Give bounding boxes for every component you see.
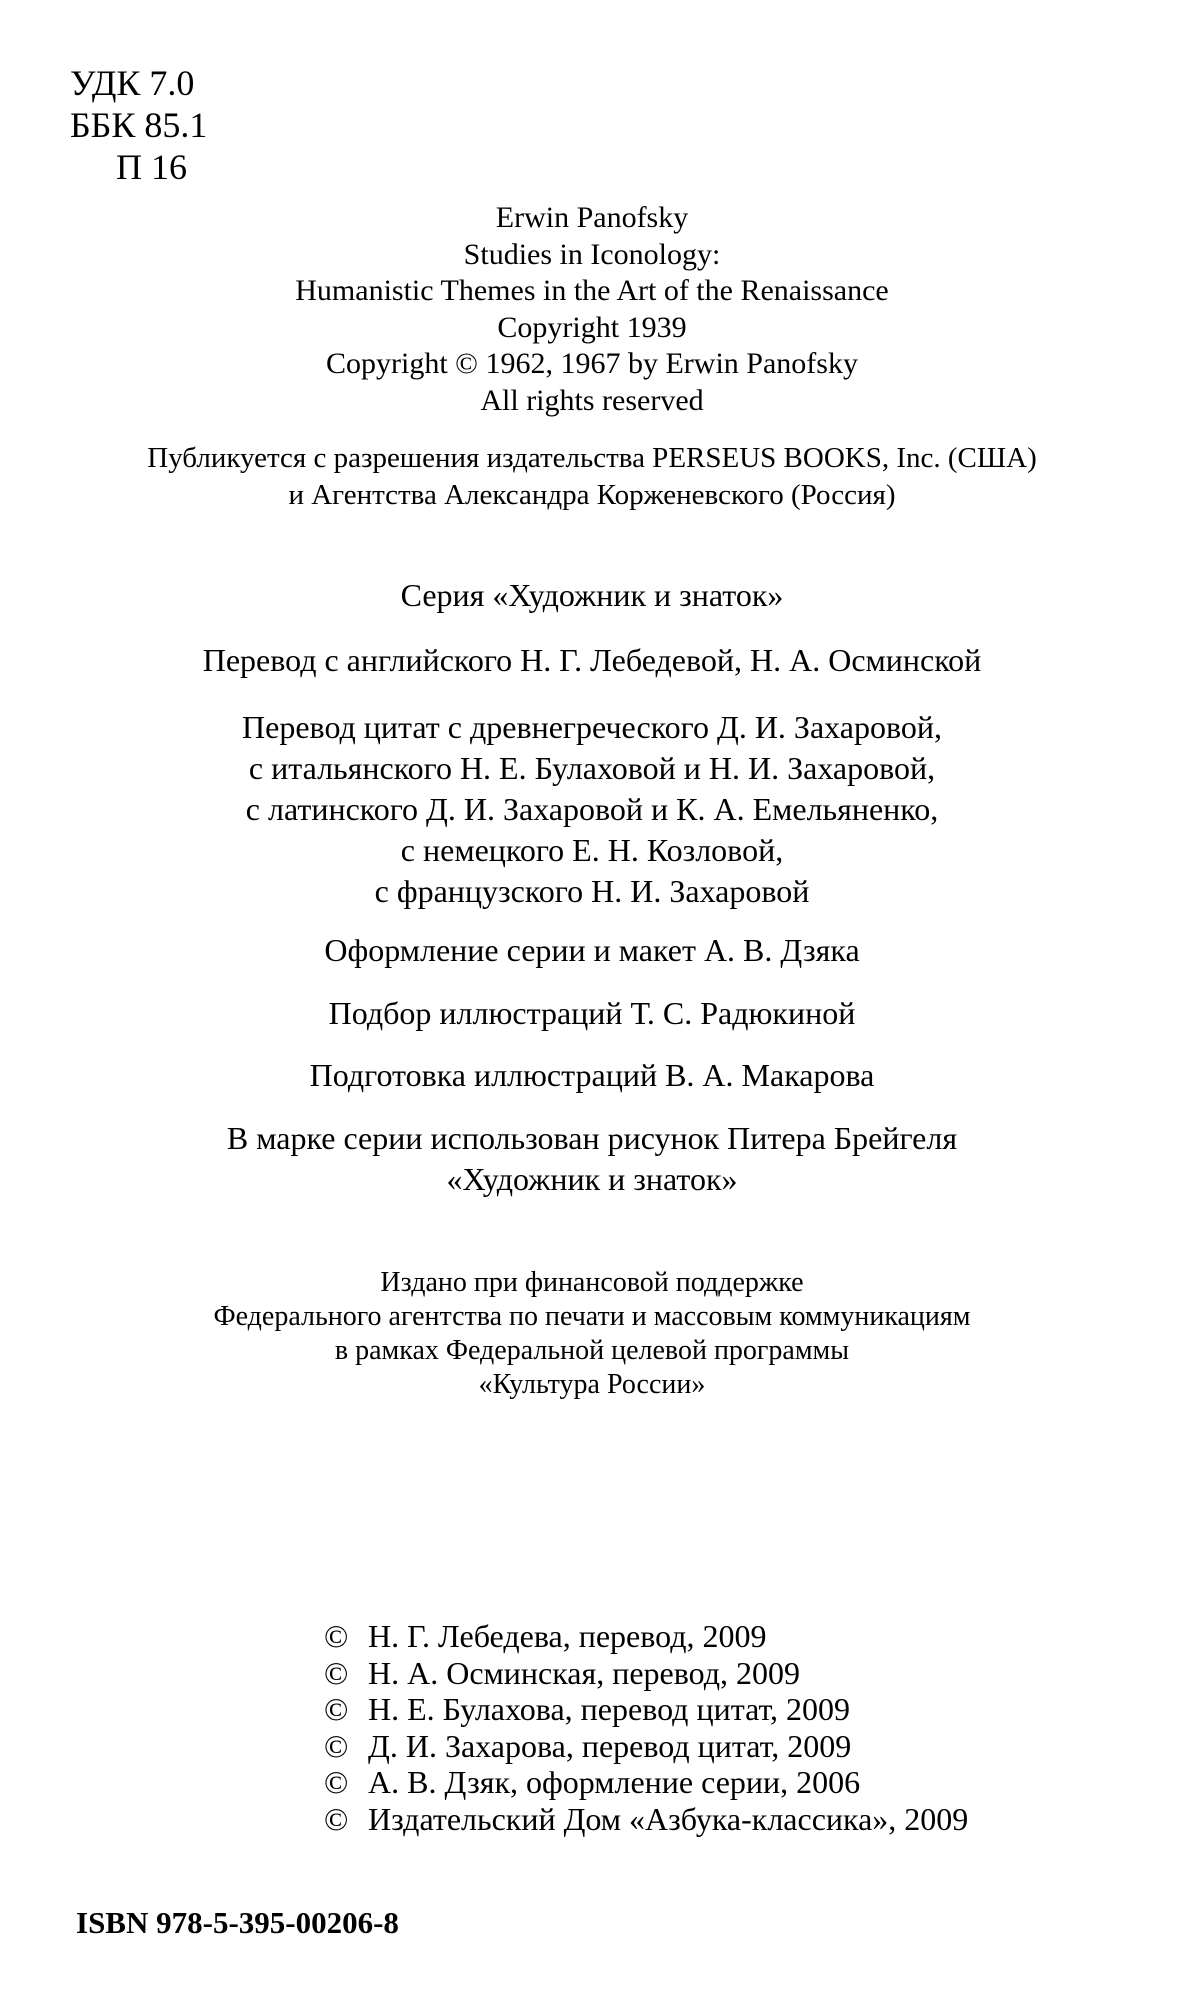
copyright-row — [324, 1801, 968, 1838]
illustration-preparation-credit — [0, 1055, 1184, 1096]
illustration-preparation-line: Подготовка иллюстраций В. А. Макарова — [309, 1057, 875, 1093]
isbn: ISBN 978-5-395-00206-8 — [76, 1905, 399, 1940]
quote-translation-line: с латинского Д. И. Захаровой и К. А. Емельяненко, — [245, 791, 939, 827]
copyright-symbol: © — [324, 1800, 349, 1837]
copyright-row — [324, 1655, 968, 1692]
copyright-symbol: © — [324, 1691, 349, 1727]
udk-code: УДК 7.0 — [70, 63, 195, 103]
rights-reserved: All rights reserved — [480, 383, 704, 417]
illustration-selection-line: Подбор иллюстраций Т. С. Радюкиной — [328, 995, 856, 1031]
copyright-holder: Н. Е. Булахова, перевод цитат, 2009 — [368, 1691, 851, 1727]
original-title: Studies in Iconology: — [463, 237, 721, 271]
quote-translation-line: Перевод цитат с древнегреческого Д. И. Захаровой, — [242, 709, 942, 745]
copyright-holder: А. В. Дзяк, оформление серии, 2006 — [368, 1764, 861, 1800]
copyright-row — [324, 1728, 968, 1765]
copyright-symbol: © — [324, 1654, 349, 1691]
copyright-symbol: © — [324, 1618, 349, 1654]
series-design-line: Оформление серии и макет А. В. Дзяка — [324, 932, 860, 968]
author-mark: П 16 — [116, 147, 187, 187]
support-line: Издано при финансовой поддержке — [380, 1267, 804, 1298]
copyright-holder: Н. Г. Лебедева, перевод, 2009 — [368, 1618, 767, 1654]
quote-translation-line: с итальянского Н. Е. Булаховой и Н. И. Захаровой, — [248, 750, 936, 786]
series-design-credit — [0, 930, 1184, 971]
copyright-symbol: © — [324, 1727, 349, 1764]
quote-translation-credits — [0, 707, 1184, 912]
copyright-row — [324, 1764, 968, 1801]
translation-line: Перевод с английского Н. Г. Лебедевой, Н. А. Осминской — [202, 642, 982, 678]
support-line: «Культура России» — [478, 1369, 706, 1400]
publication-rights-line: и Агентства Александра Корженевского (Россия) — [288, 479, 896, 511]
copyright-holder: Д. И. Захарова, перевод цитат, 2009 — [368, 1727, 852, 1764]
bbk-code: ББК 85.1 — [70, 105, 208, 145]
series-mark-credit — [0, 1118, 1184, 1200]
series-line: Серия «Художник и знаток» — [400, 577, 784, 613]
series-mark-line: В марке серии использован рисунок Питера Брейгеля — [226, 1120, 958, 1156]
support-line: Федерального агентства по печати и массовым коммуникациям — [213, 1301, 971, 1332]
copyright-row — [324, 1618, 968, 1655]
quote-translation-line: с французского Н. И. Захаровой — [374, 873, 810, 909]
original-copyright-renewal: Copyright © 1962, 1967 by Erwin Panofsky — [326, 347, 858, 380]
copyright-holder: Издательский Дом «Азбука-классика», 2009 — [368, 1800, 969, 1837]
classification-codes — [70, 62, 207, 188]
support-line: в рамках Федеральной целевой программы — [334, 1335, 850, 1366]
illustration-selection-credit — [0, 993, 1184, 1034]
copyright-row — [324, 1691, 968, 1728]
copyright-holder: Н. А. Осминская, перевод, 2009 — [368, 1654, 800, 1691]
copyright-list — [324, 1618, 968, 1837]
quote-translation-line: с немецкого Е. Н. Козловой, — [400, 832, 784, 868]
original-author: Erwin Panofsky — [495, 201, 689, 234]
publication-rights-line: Публикуется с разрешения издательства PERSEUS BOOKS, Inc. (США) — [147, 442, 1037, 474]
original-subtitle: Humanistic Themes in the Art of the Renaissance — [295, 274, 889, 307]
original-copyright-1939: Copyright 1939 — [497, 310, 687, 344]
copyright-symbol: © — [324, 1764, 349, 1800]
series-mark-line: «Художник и знаток» — [446, 1161, 738, 1197]
translation-credit — [0, 640, 1184, 681]
financial-support-note — [0, 1266, 1184, 1402]
series-name — [0, 575, 1184, 616]
original-edition-info — [0, 200, 1184, 419]
publication-rights — [0, 440, 1184, 514]
